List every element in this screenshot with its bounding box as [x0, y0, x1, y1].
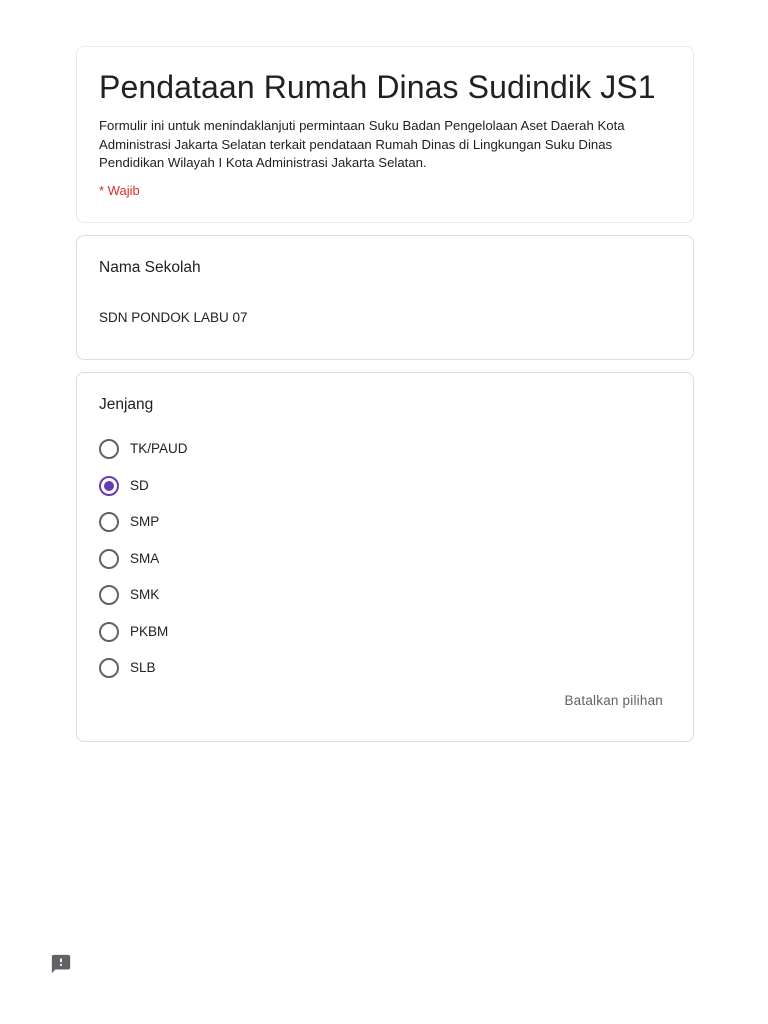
level-option-label: PKBM — [130, 623, 169, 639]
level-option-label: SD — [130, 477, 149, 493]
radio-button[interactable] — [99, 549, 119, 569]
radio-button[interactable] — [99, 439, 119, 459]
form-header-card — [76, 46, 694, 223]
level-option-label: TK/PAUD — [130, 441, 188, 457]
question-title-level: Jenjang — [99, 396, 154, 413]
level-options-group — [99, 431, 188, 687]
radio-button[interactable] — [99, 512, 119, 532]
level-option[interactable] — [99, 541, 188, 578]
required-note: * Wajib — [99, 183, 140, 198]
level-option[interactable] — [99, 431, 188, 468]
form-description: Formulir ini untuk menindaklanjuti permintaan Suku Badan Pengelolaan Aset Daerah Kota Administrasi Jakarta Selatan terkait pendataan Rumah Dinas di Lingkungan Suku Dinas Pendidikan Wilayah I Kota Administrasi Jakarta Selatan. — [99, 118, 625, 170]
clear-selection-button[interactable]: Batalkan pilihan — [564, 693, 663, 708]
level-option-label: SMA — [130, 550, 160, 566]
school-name-answer: SDN PONDOK LABU 07 — [99, 310, 248, 325]
level-option-label: SMP — [130, 514, 160, 530]
radio-button-selected[interactable] — [99, 476, 119, 496]
question-card-school-name — [76, 235, 694, 360]
level-option[interactable] — [99, 468, 188, 505]
level-option[interactable] — [99, 614, 188, 651]
radio-button[interactable] — [99, 585, 119, 605]
question-card-level — [76, 372, 694, 742]
feedback-icon-graphic — [50, 953, 72, 975]
level-option-label: SMK — [130, 587, 160, 603]
level-option[interactable] — [99, 504, 188, 541]
feedback-icon[interactable] — [50, 953, 72, 975]
form-title: Pendataan Rumah Dinas Sudindik JS1 — [99, 69, 656, 105]
radio-button[interactable] — [99, 622, 119, 642]
level-option[interactable] — [99, 577, 188, 614]
level-option-label: SLB — [130, 660, 156, 676]
level-option[interactable] — [99, 650, 188, 687]
question-title-school-name: Nama Sekolah — [99, 259, 201, 276]
radio-button[interactable] — [99, 658, 119, 678]
